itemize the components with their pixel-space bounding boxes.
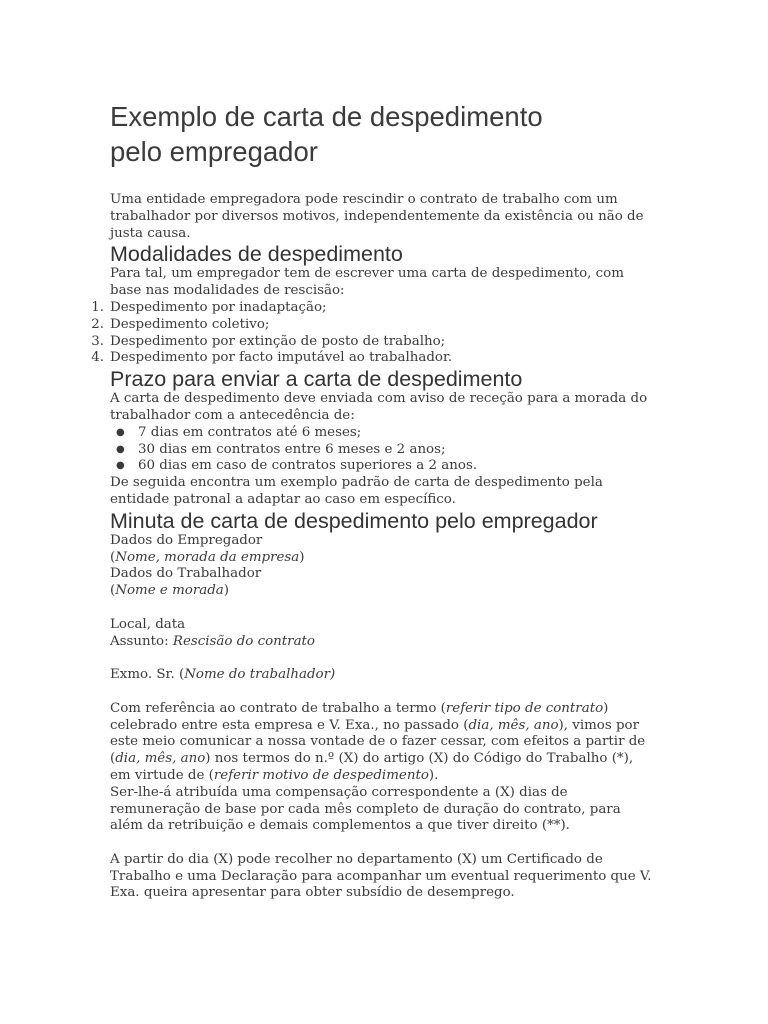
letter-paragraph-1	[110, 701, 655, 785]
section-heading-modalidades: Modalidades de despedimento	[110, 242, 403, 267]
worker-value-line: (Nome e morada)	[110, 583, 230, 599]
list-item-text: Despedimento por inadaptação;	[110, 299, 327, 315]
employer-value-line: (Nome, morada da empresa)	[110, 549, 305, 565]
assunto-label: Assunto:	[110, 633, 173, 649]
p1-text-h: referir motivo de despedimento	[213, 767, 429, 783]
bullet-icon: ●	[116, 443, 125, 455]
title-line-2: pelo empregador	[110, 136, 318, 167]
page-title	[110, 99, 655, 169]
p1-text-d: dia, mês, ano	[468, 717, 559, 733]
prazo-list	[110, 425, 655, 475]
exmo-label: Exmo. Sr. (	[110, 667, 185, 683]
letter-paragraph-3: A partir do dia (X) pode recolher no departamento (X) um Certificado de Trabalho e uma Declaração para acompanhar um eventual requerimento que V. Exa. queira apresentar para obter subsídio de desemprego.	[110, 851, 652, 901]
list-item	[91, 299, 655, 317]
list-item	[110, 425, 655, 442]
section-heading-prazo: Prazo para enviar a carta de despedimento	[110, 367, 523, 392]
list-number: 2.	[91, 316, 104, 332]
list-item-text: Despedimento coletivo;	[110, 316, 270, 332]
letter-paragraph-2: Ser-lhe-á atribuída uma compensação correspondente a (X) dias de remuneração de base por cada mês completo de duração do contrato, para além da retribuição e demais complementos a que tiver direito (**).	[110, 784, 621, 834]
salutation-line	[110, 667, 655, 684]
list-number: 3.	[91, 333, 104, 349]
employer-value: Nome, morada da empresa	[115, 549, 300, 565]
worker-label: Dados do Trabalhador	[110, 566, 262, 582]
bullet-icon: ●	[116, 460, 125, 472]
letter-template	[110, 533, 655, 903]
assunto-line	[110, 634, 655, 651]
p1-text-c: ) celebrado entre esta empresa e V. Exa., no passado (	[110, 700, 609, 733]
p1-text-e: ), vimos por este meio comunicar a nossa vontade de o fazer cessar, com efeitos a partir de (	[110, 717, 646, 767]
list-item-text: Despedimento por facto imputável ao trabalhador.	[110, 350, 453, 366]
p1-text-g: ) nos termos do n.º (X) do artigo (X) do Código do Trabalho (*), em virtude de (	[110, 751, 634, 783]
list-item-text: Despedimento por extinção de posto de trabalho;	[110, 333, 446, 349]
list-item	[91, 316, 655, 334]
list-item	[110, 458, 655, 475]
assunto-value: Rescisão do contrato	[172, 633, 315, 649]
list-item-text: 60 dias em caso de contratos superiores a 2 anos.	[138, 458, 478, 474]
local-data: Local, data	[110, 616, 186, 632]
employer-label: Dados do Empregador	[110, 532, 263, 548]
title-line-1: Exemplo de carta de despedimento	[110, 101, 543, 132]
modalidades-paragraph: Para tal, um empregador tem de escrever uma carta de despedimento, com base nas modalidades de rescisão:	[110, 266, 624, 299]
list-item-text: 7 dias em contratos até 6 meses;	[138, 424, 362, 440]
p1-text-b: referir tipo de contrato	[445, 700, 604, 716]
worker-value: Nome e morada	[115, 583, 224, 599]
modalidades-list	[91, 299, 655, 367]
list-item	[91, 350, 655, 367]
list-number: 1.	[91, 299, 104, 315]
exmo-value: Nome do trabalhador)	[184, 667, 336, 683]
p1-text-i: ).	[428, 767, 439, 783]
prazo-paragraph: A carta de despedimento deve enviada com aviso de receção para a morada do trabalhador com a antecedência de:	[110, 391, 648, 423]
list-item	[91, 333, 655, 351]
list-item	[110, 442, 655, 459]
intro-paragraph: Uma entidade empregadora pode rescindir o contrato de trabalho com um trabalhador por diversos motivos, independentemente da existência ou não de justa causa.	[110, 192, 644, 241]
list-number: 4.	[91, 350, 104, 366]
bullet-icon: ●	[116, 426, 125, 438]
prazo-after-paragraph: De seguida encontra um exemplo padrão de carta de despedimento pela entidade patronal a adaptar ao caso em específico.	[110, 475, 603, 507]
list-item-text: 30 dias em contratos entre 6 meses e 2 anos;	[138, 441, 446, 457]
document-page	[91, 99, 655, 902]
section-heading-minuta: Minuta de carta de despedimento pelo empregador	[110, 508, 598, 533]
p1-text-f: dia, mês, ano	[115, 751, 206, 767]
p1-text-a: Com referência ao contrato de trabalho a termo (	[110, 700, 446, 716]
